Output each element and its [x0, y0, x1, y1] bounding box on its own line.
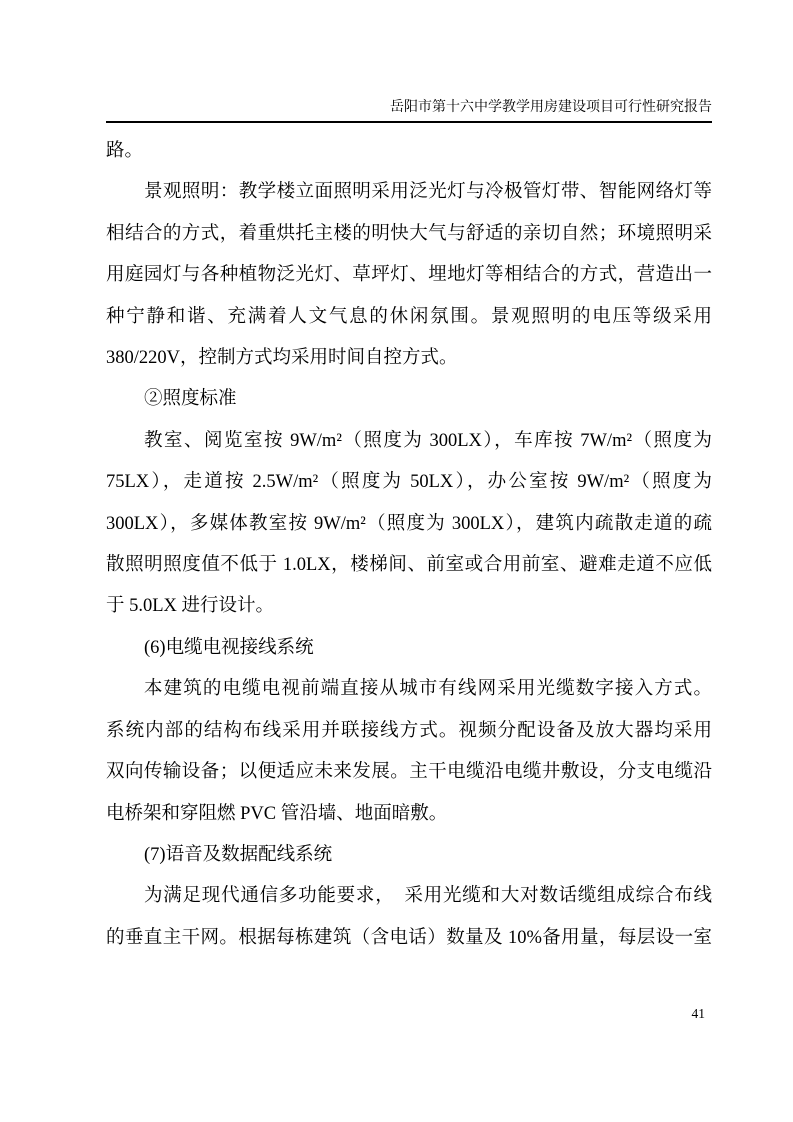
text-line: 景观照明：教学楼立面照明采用泛光灯与冷极管灯带、智能网络灯等: [144, 182, 712, 203]
paragraph: [106, 379, 712, 420]
text-line: 用庭园灯与各种植物泛光灯、草坪灯、埋地灯等相结合的方式，营造出一: [106, 265, 712, 286]
text-line: 教室、阅览室按 9W/m²（照度为 300LX），车库按 7W/m²（照度为: [144, 430, 712, 451]
page-header: [106, 99, 712, 123]
document-body: [106, 131, 712, 959]
text-line: 相结合的方式，着重烘托主楼的明快大气与舒适的亲切自然；环境照明采: [106, 223, 712, 244]
paragraph: [106, 876, 712, 959]
text-line: 于 5.0LX 进行设计。: [106, 596, 275, 617]
text-line: 的垂直主干网。根据每栋建筑（含电话）数量及 10%备用量，每层设一室: [106, 927, 712, 948]
text-line: 75LX），走道按 2.5W/m²（照度为 50LX），办公室按 9W/m²（照度为: [106, 472, 712, 493]
text-line: 380/220V，控制方式均采用时间自控方式。: [106, 348, 458, 369]
text-line: 散照明照度值不低于 1.0LX，楼梯间、前室或合用前室、避难走道不应低: [106, 555, 712, 576]
header-title: 岳阳市第十六中学教学用房建设项目可行性研究报告: [390, 100, 712, 115]
paragraph: [106, 835, 712, 876]
text-line: 种宁静和谐、充满着人文气息的休闲氛围。景观照明的电压等级采用: [106, 306, 712, 327]
text-line: 本建筑的电缆电视前端直接从城市有线网采用光缆数字接入方式。: [144, 679, 712, 700]
paragraph: [106, 628, 712, 669]
paragraph: [106, 421, 712, 628]
page-number: 41: [691, 1006, 705, 1021]
text-line: 系统内部的结构布线采用并联接线方式。视频分配设备及放大器均采用: [106, 720, 712, 741]
text-line: 为满足现代通信多功能要求， 采用光缆和大对数话缆组成综合布线: [144, 886, 712, 907]
text-line: (6)电缆电视接线系统: [144, 637, 314, 658]
text-line: (7)语音及数据配线系统: [144, 844, 333, 865]
paragraph: [106, 669, 712, 835]
text-line: 双向传输设备；以便适应未来发展。主干电缆沿电缆井敷设，分支电缆沿: [106, 762, 712, 783]
paragraph: [106, 131, 712, 172]
paragraph: [106, 172, 712, 379]
text-line: ②照度标准: [144, 389, 237, 410]
text-line: 路。: [106, 141, 144, 161]
text-line: 300LX），多媒体教室按 9W/m²（照度为 300LX），建筑内疏散走道的疏: [106, 513, 712, 534]
text-line: 电桥架和穿阻燃 PVC 管沿墙、地面暗敷。: [106, 803, 448, 824]
